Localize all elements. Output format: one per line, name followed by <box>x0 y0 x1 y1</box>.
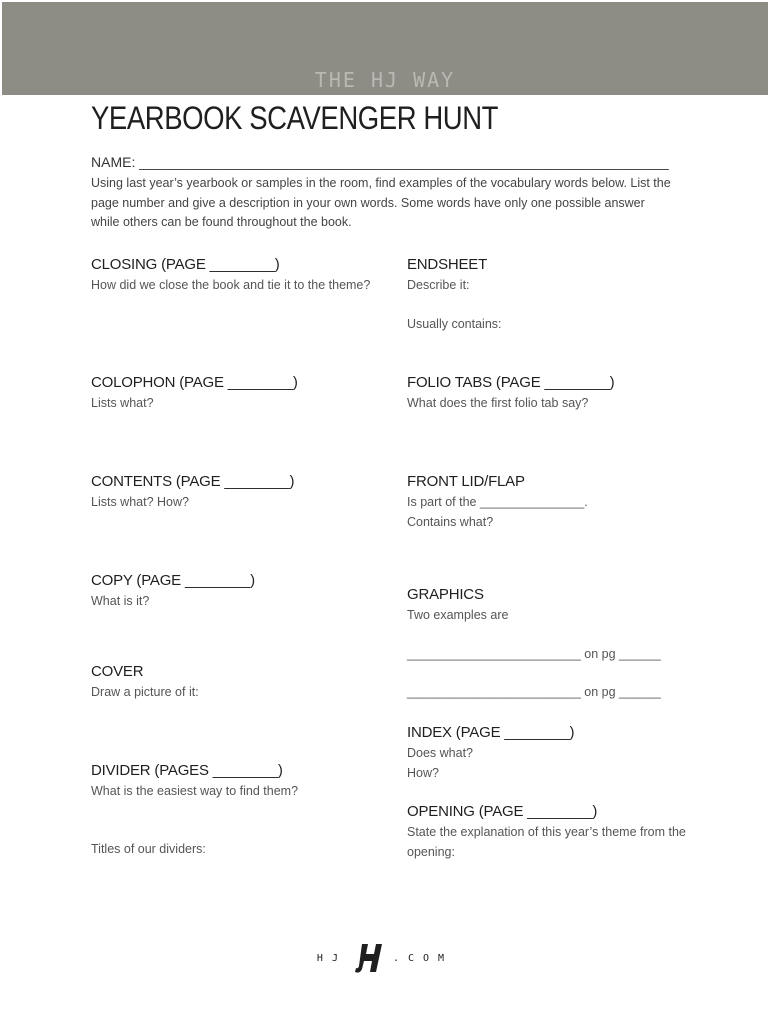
divider-heading: DIVIDER (PAGES ________) <box>91 762 283 779</box>
divider-prompt: What is the easiest way to find them? <box>91 784 299 798</box>
endsheet-heading: ENDSHEET <box>407 256 488 273</box>
cover-prompt: Draw a picture of it: <box>91 685 199 699</box>
folio-prompt: What does the first folio tab say? <box>407 396 589 410</box>
footer-brand <box>0 940 770 976</box>
index-heading: INDEX (PAGE ________) <box>407 724 575 741</box>
divider-titles-prompt: Titles of our dividers: <box>91 842 206 856</box>
copy-prompt: What is it? <box>91 594 150 608</box>
front-lid-heading: FRONT LID/FLAP <box>407 473 525 490</box>
graphics-line-1: _________________________ on pg ______ <box>407 647 661 661</box>
name-field-line: NAME: ____________________________________________________________________ <box>91 154 669 170</box>
closing-heading: CLOSING (PAGE ________) <box>91 256 280 273</box>
instructions-paragraph: Using last year’s yearbook or samples in the room, find examples of the vocabulary words below. List the page number and give a description in your own words. Some words have only one possible answer while others can be found throughout the book. <box>91 176 671 229</box>
opening-prompt-cont: opening: <box>407 845 455 859</box>
endsheet-section <box>407 256 502 334</box>
divider-section <box>91 762 298 859</box>
contents-prompt: Lists what? How? <box>91 495 189 509</box>
cover-section <box>91 663 199 702</box>
footer-left-text: HJ <box>316 952 347 964</box>
colophon-heading: COLOPHON (PAGE ________) <box>91 374 298 391</box>
folio-heading: FOLIO TABS (PAGE ________) <box>407 374 615 391</box>
front-lid-section <box>407 473 588 532</box>
graphics-section <box>407 586 661 702</box>
cover-heading: COVER <box>91 663 144 680</box>
closing-prompt: How did we close the book and tie it to the theme? <box>91 278 371 292</box>
copy-section <box>91 572 255 611</box>
closing-section <box>91 256 370 295</box>
page-title: YEARBOOK SCAVENGER HUNT <box>91 100 499 136</box>
folio-section <box>407 374 614 413</box>
opening-section <box>407 803 686 862</box>
index-how-prompt: How? <box>407 766 439 780</box>
front-lid-contains-prompt: Contains what? <box>407 515 494 529</box>
graphics-prompt: Two examples are <box>407 608 509 622</box>
colophon-prompt: Lists what? <box>91 396 154 410</box>
opening-prompt: State the explanation of this year’s theme from the <box>407 825 686 839</box>
colophon-section <box>91 374 298 413</box>
banner-tagline: THE HJ WAY <box>314 68 456 92</box>
endsheet-prompt: Describe it: <box>407 278 470 292</box>
hj-logo-icon <box>353 941 387 975</box>
graphics-heading: GRAPHICS <box>407 586 484 603</box>
index-prompt: Does what? <box>407 746 474 760</box>
front-lid-prompt: Is part of the _______________. <box>407 495 588 509</box>
header-banner <box>2 2 768 95</box>
footer-right-text: .COM <box>392 952 454 964</box>
contents-heading: CONTENTS (PAGE ________) <box>91 473 295 490</box>
graphics-line-2: _________________________ on pg ______ <box>407 685 661 699</box>
index-section <box>407 724 574 783</box>
copy-heading: COPY (PAGE ________) <box>91 572 255 589</box>
opening-heading: OPENING (PAGE ________) <box>407 803 598 820</box>
endsheet-contains-prompt: Usually contains: <box>407 317 502 331</box>
contents-section <box>91 473 294 512</box>
